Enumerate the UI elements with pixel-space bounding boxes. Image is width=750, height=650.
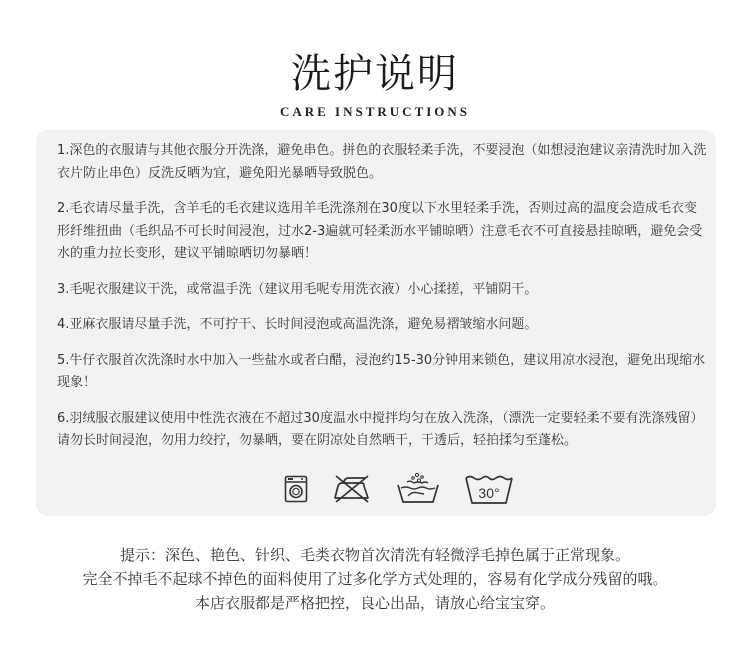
- hand-wash-icon: [396, 472, 440, 506]
- wash-30-icon: [464, 472, 514, 506]
- care-icons-row: [284, 470, 514, 508]
- instruction-item-down-jacket: 6.羽绒服衣服建议使用中性洗衣液在不超过30度温水中搅拌均匀在放入洗涤，（漂洗一定要轻柔不要有洗涤残留）请勿长时间浸泡，勿用力绞拧，勿暴晒，要在阴凉处自然晒干，干透后，轻拍揉匀至蓬松。: [57, 410, 704, 448]
- instruction-item-wool-coat: 3.毛呢衣服建议干洗，或常温手洗（建议用毛呢专用洗衣液）小心揉搓，平铺阴干。: [57, 281, 538, 297]
- instruction-item-dark-clothes: 1.深色的衣服请与其他衣服分开洗涤，避免串色。拼色的衣服轻柔手洗，不要浸泡（如想浸泡建议亲清洗时加入洗衣片防止串色）反洗反晒为宜，避免阳光暴晒导致脱色。: [57, 143, 707, 181]
- instructions-card: [36, 130, 716, 516]
- tips-block: [0, 543, 750, 615]
- instruction-item-denim: 5.牛仔衣服首次洗涤时水中加入一些盐水或者白醋，浸泡约15-30分钟用来锁色，建议用凉水浸泡，避免出现缩水现象！: [57, 352, 706, 390]
- no-iron-icon: [332, 474, 372, 504]
- washing-machine-icon: [284, 475, 308, 503]
- wash-temp-label: 30°: [478, 485, 500, 501]
- page-title: 洗护说明: [291, 51, 459, 97]
- tip-line-3: 本店衣服都是严格把控，良心出品，请放心给宝宝穿。: [194, 594, 555, 612]
- instruction-item-sweater: 2.毛衣请尽量手洗，含羊毛的毛衣建议选用羊毛洗涤剂在30度以下水里轻柔手洗，否则过高的温度会造成毛衣变形纤维扭曲（毛织品不可长时间浸泡，过水2-3遍就可轻柔沥水平铺晾晒）注意毛衣不可直接悬挂晾晒，避免会受水的重力拉长变形，建议平铺晾晒切勿暴晒！: [57, 201, 703, 261]
- tip-line-1: 提示：深色、艳色、针织、毛类衣物首次清洗有轻微浮毛掉色属于正常现象。: [119, 546, 630, 564]
- instructions-list: [57, 140, 707, 466]
- tip-line-2: 完全不掉毛不起球不掉色的面料使用了过多化学方式处理的，容易有化学成分残留的哦。: [82, 570, 668, 588]
- page-subtitle: CARE INSTRUCTIONS: [279, 104, 471, 119]
- instruction-item-linen: 4.亚麻衣服请尽量手洗，不可拧干、长时间浸泡或高温洗涤，避免易褶皱缩水问题。: [57, 317, 538, 332]
